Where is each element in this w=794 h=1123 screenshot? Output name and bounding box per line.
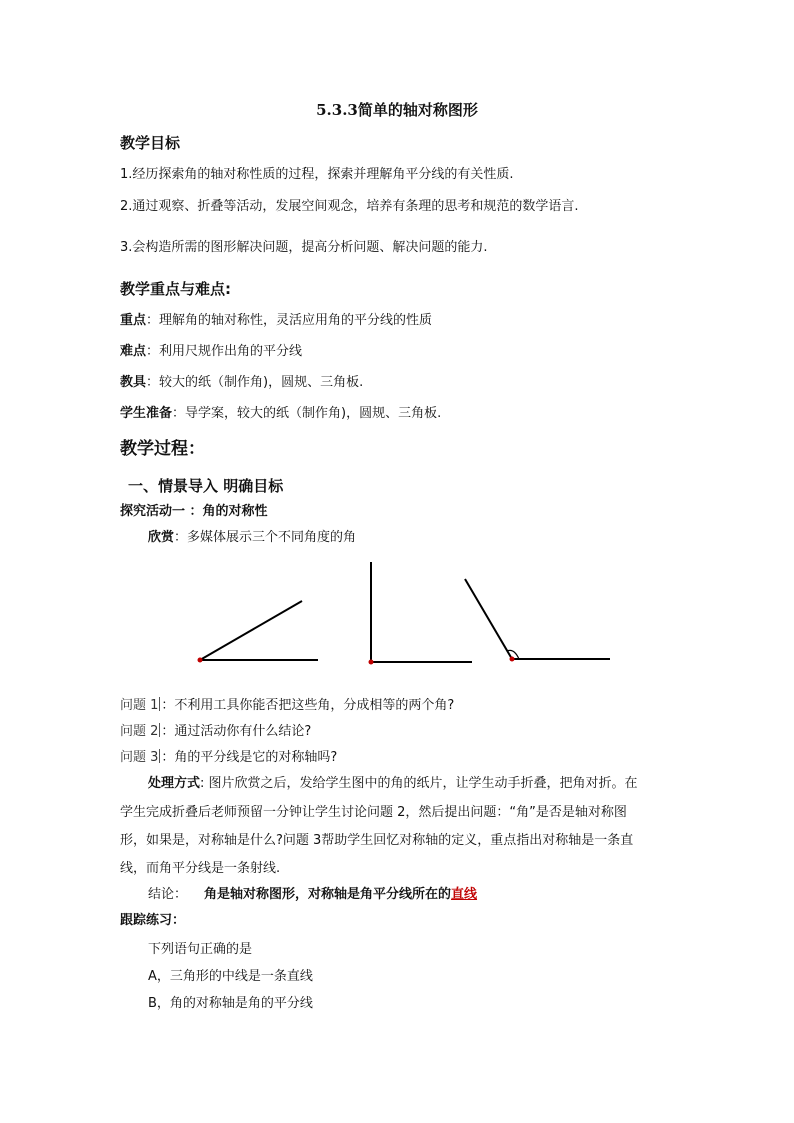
doc-title: 5.3.3简单的轴对称图形 [316, 101, 478, 119]
student-prep-label: 学生准备 [120, 406, 173, 421]
activity-heading: 探究活动一 ：角的对称性 [120, 504, 268, 519]
method-line-1 [148, 777, 638, 790]
difficulty-label: 难点 [120, 344, 147, 359]
method-line-4: 线，而角平分线是一条射线. [120, 861, 281, 876]
goals-heading: 教学目标 [120, 134, 181, 152]
method-line-2: 学生完成折叠后老师预留一分钟让学生讨论问题 2，然后提出问题：“角”是否是轴对称图 [120, 805, 627, 820]
goal-item-2: 2.通过观察、折叠等活动，发展空间观念，培养有条理的思考和规范的数学语言. [120, 199, 579, 214]
appreciate-text: ：多媒体展示三个不同角度的角 [174, 530, 357, 545]
practice-prompt: 下列语句正确的是 [148, 942, 253, 957]
focus-text: ：理解角的轴对称性，灵活应用角的平分线的性质 [146, 313, 433, 328]
appreciate-label: 欣赏 [148, 530, 175, 545]
section-1-heading: 一、情景导入 明确目标 [128, 477, 284, 495]
question-1 [120, 697, 454, 712]
angle-right [369, 562, 473, 665]
question-2-text: ：通过活动你有什么结论? [161, 724, 312, 739]
focus-label: 重点 [120, 313, 147, 328]
keypoints-heading: 教学重点与难点: [120, 280, 231, 298]
student-prep-text: ：导学案，较大的纸（制作角)，圆规、三角板. [172, 406, 442, 421]
practice-option-a: A，三角形的中线是一条直线 [148, 969, 313, 984]
question-2 [120, 723, 311, 738]
practice-option-b: B，角的对称轴是角的平分线 [148, 996, 313, 1011]
vertex-dot [510, 657, 515, 662]
conclusion-highlight: 直线 [451, 887, 478, 902]
method-line-3: 形，如果是，对称轴是什么?问题 3帮助学生回忆对称轴的定义，重点指出对称轴是一条直 [120, 833, 634, 848]
question-3-text: ：角的平分线是它的对称轴吗? [161, 750, 338, 765]
conclusion-text: 角是轴对称图形，对称轴是角平分线所在的 [204, 887, 452, 902]
question-1-label: 问题 1 [120, 698, 159, 713]
conclusion-line [204, 888, 477, 901]
vertex-dot [198, 658, 203, 663]
method-text-1: : 图片欣赏之后，发给学生图中的角的纸片，让学生动手折叠，把角对折。在 [200, 776, 638, 791]
tools-text: ：较大的纸（制作角)，圆规、三角板. [146, 375, 364, 390]
process-heading: 教学过程： [120, 439, 205, 459]
question-1-text: ：不利用工具你能否把这些角，分成相等的两个角? [161, 698, 455, 713]
conclusion-label: 结论： [148, 887, 188, 902]
question-3-label: 问题 3 [120, 750, 159, 765]
question-3 [120, 749, 337, 764]
method-label: 处理方式 [148, 776, 201, 791]
difficulty-text: ：利用尺规作出角的平分线 [146, 344, 303, 359]
question-2-label: 问题 2 [120, 724, 159, 739]
goal-item-1: 1.经历探索角的轴对称性质的过程，探索并理解角平分线的有关性质. [120, 167, 514, 182]
angle-obtuse [465, 579, 610, 662]
tools-label: 教具 [120, 375, 147, 390]
goal-item-3: 3.会构造所需的图形解决问题，提高分析问题、解决问题的能力. [120, 240, 488, 255]
vertex-dot [369, 660, 374, 665]
practice-heading: 跟踪练习： [120, 913, 186, 928]
angle-acute [198, 601, 319, 663]
